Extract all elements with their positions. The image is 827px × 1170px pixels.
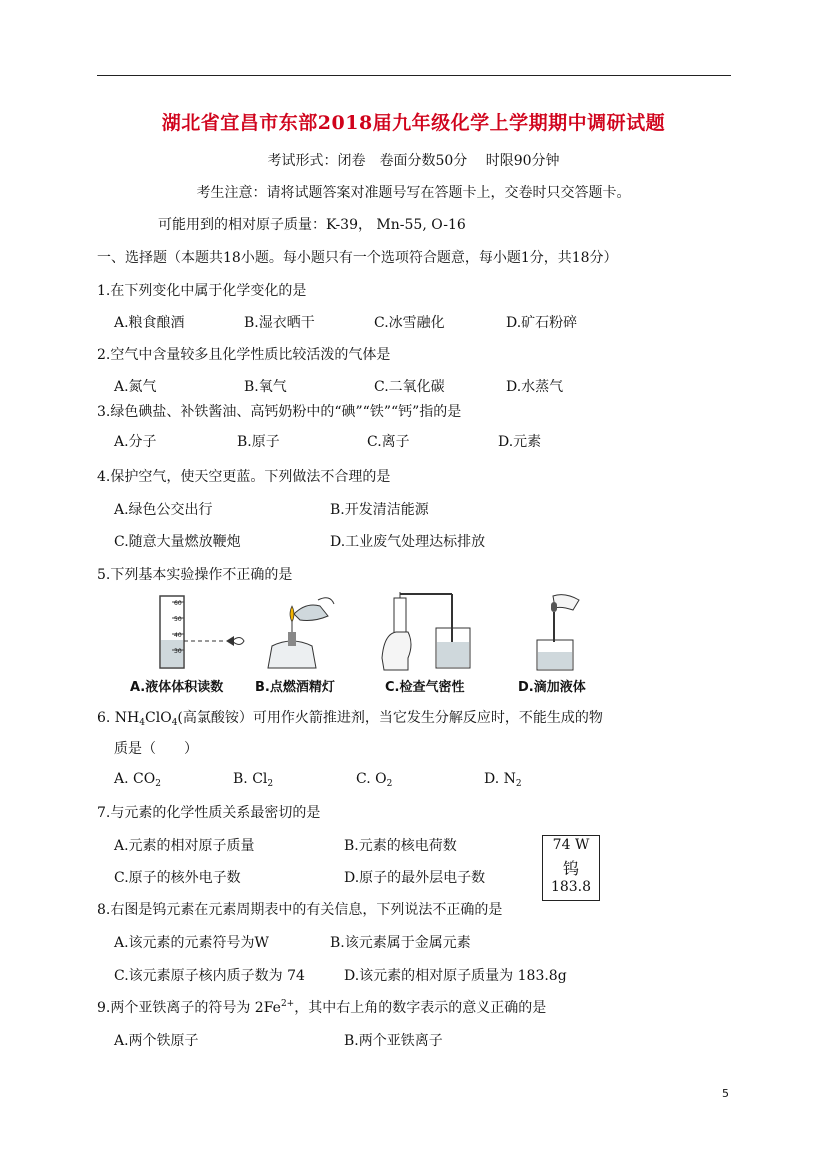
option-d: D.矿石粉碎 [506,315,578,331]
option-text: A. CO [114,771,156,787]
option-a: A.氮气 [114,379,157,395]
question-stem-continued: 质是（ ） [114,741,198,757]
atomic-number: 74 [552,837,571,853]
question-stem: 7.与元素的化学性质关系最密切的是 [97,805,321,821]
airtightness-figure [378,592,478,672]
question-stem: 8.右图是钨元素在元素周期表中的有关信息，下列说法不正确的是 [97,902,503,918]
option-a: A.分子 [114,434,157,450]
option-d: D.元素 [498,434,542,450]
tick-label: 30 [174,648,182,655]
option-b: B.两个亚铁离子 [344,1033,443,1049]
option-a: A.该元素的元素符号为W [114,935,269,951]
option-b [233,771,273,789]
stem-part: ，其中右上角的数字表示的意义正确的是 [294,1000,547,1016]
tungsten-element-card [542,835,600,901]
option-b: B.该元素属于金属元素 [330,935,471,951]
option-c: C.冰雪融化 [374,315,445,331]
element-number-symbol [543,837,599,853]
page-number: 5 [722,1087,729,1100]
element-symbol: W [574,837,590,853]
atomic-masses: 可能用到的相对原子质量：K-39， Mn-55, O-16 [158,217,466,233]
option-text: D. N [484,771,516,787]
element-name: 钨 [562,859,579,878]
option-d: D.工业废气处理达标排放 [330,534,486,550]
stem-part: 9.两个亚铁离子的符号为 2Fe [97,1000,281,1016]
question-stem [97,997,546,1017]
subscript: 2 [155,779,161,789]
option-d [484,771,522,789]
option-d: D.原子的最外层电子数 [344,870,486,886]
page-title: 湖北省宜昌市东部2018届九年级化学上学期期中调研试题 [161,112,666,134]
stem-part: ClO [145,710,172,726]
question-stem [97,707,603,728]
exam-info: 考试形式：闭卷 卷面分数50分 时限90分钟 [267,153,560,169]
option-a: A.粮食酿酒 [114,315,185,331]
subscript: 2 [386,779,393,789]
stem-part: (高氯酸铵）可用作火箭推进剂，当它发生分解反应时，不能生成的物 [177,710,603,726]
option-c: C.该元素原子核内质子数为 74 [114,968,305,984]
subscript: 2 [515,779,522,789]
question-stem: 1.在下列变化中属于化学变化的是 [97,283,307,299]
student-notice: 考生注意：请将试题答案对准题号写在答题卡上，交卷时只交答题卡。 [196,185,631,201]
option-b: B.湿衣晒干 [244,315,315,331]
option-b: B.开发清洁能源 [330,502,429,518]
figure-caption-d: D.滴加液体 [518,680,586,695]
question-stem: 3.绿色碘盐、补铁酱油、高钙奶粉中的“碘”“铁”“钙”指的是 [97,404,462,420]
option-c: C.离子 [367,434,410,450]
alcohol-lamp-figure [258,592,338,672]
stem-part: 6. NH [97,710,140,726]
subscript: 2 [267,779,274,789]
question-stem: 4.保护空气，使天空更蓝。下列做法不合理的是 [97,469,391,485]
option-c: C.二氧化碳 [374,379,445,395]
question-stem: 2.空气中含量较多且化学性质比较活泼的气体是 [97,347,391,363]
tick-label: 40 [174,632,182,639]
option-a [114,771,161,789]
tick-label: 50 [174,616,182,623]
option-b: B.原子 [237,434,280,450]
option-b: B.元素的核电荷数 [344,838,457,854]
tick-label: 60 [174,600,182,607]
option-text: C. O [356,771,387,787]
dropper-figure [525,592,605,672]
option-c [356,771,392,789]
cylinder-reading-figure [148,592,248,672]
subscript: 4 [171,718,178,728]
superscript: 2+ [280,999,295,1009]
section-heading: 一、选择题（本题共18小题。每小题只有一个选项符合题意，每小题1分，共18分） [97,250,618,266]
option-a: A.绿色公交出行 [114,502,213,518]
question-stem: 5.下列基本实验操作不正确的是 [97,567,293,583]
subscript: 4 [139,718,146,728]
option-c: C.随意大量燃放鞭炮 [114,534,241,550]
figure-caption-c: C.检查气密性 [385,680,465,695]
option-a: A.两个铁原子 [114,1033,199,1049]
figure-caption-a: A.液体体积读数 [130,680,224,695]
option-b: B.氧气 [244,379,287,395]
figure-caption-b: B.点燃酒精灯 [255,680,335,695]
header-rule [97,75,731,76]
option-d: D.水蒸气 [506,379,564,395]
atomic-mass: 183.8 [550,879,592,895]
option-d: D.该元素的相对原子质量为 183.8g [344,968,567,984]
option-c: C.原子的核外电子数 [114,870,241,886]
option-a: A.元素的相对原子质量 [114,838,255,854]
option-text: B. Cl [233,771,268,787]
